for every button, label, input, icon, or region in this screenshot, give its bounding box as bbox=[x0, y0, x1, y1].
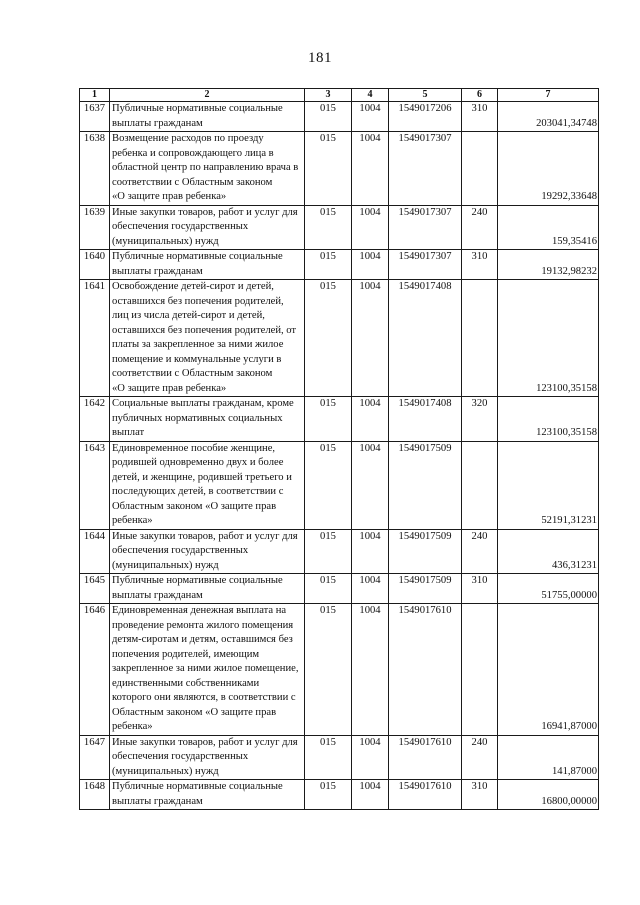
budget-table bbox=[79, 88, 599, 810]
row-description-line: выплаты гражданам bbox=[112, 589, 203, 601]
table-row bbox=[80, 250, 599, 280]
row-number: 1637 bbox=[80, 102, 110, 132]
row-description-line: Областным законом «О защите прав bbox=[112, 500, 277, 512]
row-article-code: 1549017610 bbox=[389, 604, 462, 736]
row-section-code: 1004 bbox=[352, 397, 389, 442]
table-row bbox=[80, 780, 599, 810]
row-ministry-code: 015 bbox=[305, 397, 352, 442]
row-section-code: 1004 bbox=[352, 280, 389, 397]
row-ministry-code: 015 bbox=[305, 280, 352, 397]
row-expense-type: 320 bbox=[462, 397, 498, 442]
row-number: 1641 bbox=[80, 280, 110, 397]
row-description-line: оставшихся без попечения родителей, от bbox=[112, 324, 297, 336]
row-description-line: детей, и женщине, родившей третьего и bbox=[112, 471, 292, 483]
row-description bbox=[110, 441, 305, 529]
row-sum: 141,87000 bbox=[498, 735, 599, 780]
row-number: 1644 bbox=[80, 529, 110, 574]
row-sum: 52191,31231 bbox=[498, 441, 599, 529]
row-description-line: Публичные нормативные социальные bbox=[112, 575, 283, 586]
row-description-line: Единовременное пособие женщине, bbox=[112, 442, 276, 454]
row-ministry-code: 015 bbox=[305, 780, 352, 810]
row-section-code: 1004 bbox=[352, 735, 389, 780]
table-row bbox=[80, 574, 599, 604]
row-description-line: (муниципальных) нужд bbox=[112, 559, 219, 571]
row-description bbox=[110, 205, 305, 250]
table-row bbox=[80, 205, 599, 250]
row-description-line: Областным законом «О защите прав bbox=[112, 706, 277, 718]
row-article-code: 1549017509 bbox=[389, 441, 462, 529]
row-description-line: Публичные нормативные социальные bbox=[112, 781, 283, 792]
row-description-line: ребенка» bbox=[112, 515, 153, 526]
row-article-code: 1549017408 bbox=[389, 280, 462, 397]
row-ministry-code: 015 bbox=[305, 604, 352, 736]
row-description bbox=[110, 529, 305, 574]
row-article-code: 1549017509 bbox=[389, 529, 462, 574]
row-description-line: родившей одновременно двух и более bbox=[112, 457, 284, 468]
row-number: 1639 bbox=[80, 205, 110, 250]
row-description-line: (муниципальных) нужд bbox=[112, 235, 219, 247]
row-sum: 123100,35158 bbox=[498, 397, 599, 442]
row-number: 1640 bbox=[80, 250, 110, 280]
table-row bbox=[80, 397, 599, 442]
table-body bbox=[80, 102, 599, 810]
page-number: 181 bbox=[308, 50, 332, 66]
row-description-line: выплаты гражданам bbox=[112, 117, 203, 129]
row-description-line: обеспечения государственных bbox=[112, 221, 249, 232]
row-expense-type: 310 bbox=[462, 102, 498, 132]
row-section-code: 1004 bbox=[352, 205, 389, 250]
row-sum: 16941,87000 bbox=[498, 604, 599, 736]
row-description bbox=[110, 574, 305, 604]
row-description-line: закрепленное за ними жилое помещение, bbox=[112, 663, 299, 674]
row-description-line: которого они являются, в соответствии с bbox=[112, 692, 296, 703]
row-sum: 123100,35158 bbox=[498, 280, 599, 397]
row-expense-type: 310 bbox=[462, 780, 498, 810]
row-number: 1643 bbox=[80, 441, 110, 529]
header-col-3: 3 bbox=[305, 89, 352, 102]
row-description bbox=[110, 604, 305, 736]
row-expense-type: 310 bbox=[462, 250, 498, 280]
row-ministry-code: 015 bbox=[305, 205, 352, 250]
row-ministry-code: 015 bbox=[305, 250, 352, 280]
row-description-line: «О защите прав ребенка» bbox=[112, 191, 227, 202]
row-article-code: 1549017307 bbox=[389, 250, 462, 280]
row-sum: 16800,00000 bbox=[498, 780, 599, 810]
row-description-line: областной центр по направлению врача в bbox=[112, 162, 299, 173]
table-row bbox=[80, 102, 599, 132]
row-description-line: помещение и коммунальные услуги в bbox=[112, 353, 282, 365]
header-col-7: 7 bbox=[498, 89, 599, 102]
row-section-code: 1004 bbox=[352, 102, 389, 132]
row-sum: 19132,98232 bbox=[498, 250, 599, 280]
row-ministry-code: 015 bbox=[305, 102, 352, 132]
row-expense-type bbox=[462, 441, 498, 529]
row-sum: 203041,34748 bbox=[498, 102, 599, 132]
row-description-line: Возмещение расходов по проезду bbox=[112, 133, 264, 144]
row-description bbox=[110, 780, 305, 810]
header-col-5: 5 bbox=[389, 89, 462, 102]
header-col-1: 1 bbox=[80, 89, 110, 102]
row-description bbox=[110, 250, 305, 280]
row-description-line: соответствии с Областным законом bbox=[112, 368, 273, 379]
row-section-code: 1004 bbox=[352, 780, 389, 810]
table-header-row bbox=[80, 89, 599, 102]
row-number: 1642 bbox=[80, 397, 110, 442]
row-ministry-code: 015 bbox=[305, 441, 352, 529]
row-article-code: 1549017206 bbox=[389, 102, 462, 132]
row-expense-type: 240 bbox=[462, 735, 498, 780]
row-article-code: 1549017307 bbox=[389, 205, 462, 250]
row-description-line: «О защите прав ребенка» bbox=[112, 382, 227, 394]
row-description bbox=[110, 132, 305, 206]
row-description-line: обеспечения государственных bbox=[112, 545, 249, 556]
row-description bbox=[110, 102, 305, 132]
row-description-line: Публичные нормативные социальные bbox=[112, 103, 283, 114]
row-description-line: ребенка и сопровождающего лица в bbox=[112, 147, 274, 159]
row-description-line: единственными собственниками bbox=[112, 677, 260, 689]
row-description-line: выплаты гражданам bbox=[112, 795, 203, 807]
row-section-code: 1004 bbox=[352, 604, 389, 736]
row-sum: 159,35416 bbox=[498, 205, 599, 250]
row-section-code: 1004 bbox=[352, 441, 389, 529]
row-description-line: платы за закрепленное за ними жилое bbox=[112, 339, 284, 350]
table-row bbox=[80, 529, 599, 574]
row-description-line: Единовременная денежная выплата на bbox=[112, 605, 287, 616]
row-description-line: Иные закупки товаров, работ и услуг для bbox=[112, 736, 298, 748]
row-description-line: Социальные выплаты гражданам, кроме bbox=[112, 398, 294, 409]
row-section-code: 1004 bbox=[352, 132, 389, 206]
row-description bbox=[110, 397, 305, 442]
header-col-4: 4 bbox=[352, 89, 389, 102]
header-col-6: 6 bbox=[462, 89, 498, 102]
row-description-line: попечения родителей, имеющим bbox=[112, 648, 260, 660]
row-description-line: лиц из числа детей-сирот и детей, bbox=[112, 310, 265, 321]
row-article-code: 1549017610 bbox=[389, 735, 462, 780]
row-description-line: проведение ремонта жилого помещения bbox=[112, 619, 294, 631]
row-article-code: 1549017610 bbox=[389, 780, 462, 810]
row-number: 1647 bbox=[80, 735, 110, 780]
row-description-line: Иные закупки товаров, работ и услуг для bbox=[112, 530, 298, 542]
row-section-code: 1004 bbox=[352, 574, 389, 604]
row-number: 1648 bbox=[80, 780, 110, 810]
row-description-line: выплат bbox=[112, 427, 145, 438]
row-expense-type bbox=[462, 280, 498, 397]
row-description bbox=[110, 280, 305, 397]
row-section-code: 1004 bbox=[352, 250, 389, 280]
row-description-line: ребенка» bbox=[112, 721, 153, 732]
row-article-code: 1549017408 bbox=[389, 397, 462, 442]
row-description-line: Освобождение детей-сирот и детей, bbox=[112, 281, 274, 292]
table-row bbox=[80, 132, 599, 206]
row-ministry-code: 015 bbox=[305, 735, 352, 780]
row-description-line: Публичные нормативные социальные bbox=[112, 251, 283, 262]
table-row bbox=[80, 280, 599, 397]
row-expense-type: 240 bbox=[462, 529, 498, 574]
row-description-line: (муниципальных) нужд bbox=[112, 765, 219, 777]
row-sum: 51755,00000 bbox=[498, 574, 599, 604]
row-expense-type: 310 bbox=[462, 574, 498, 604]
row-ministry-code: 015 bbox=[305, 132, 352, 206]
row-description-line: обеспечения государственных bbox=[112, 751, 249, 762]
row-expense-type bbox=[462, 132, 498, 206]
row-article-code: 1549017307 bbox=[389, 132, 462, 206]
row-expense-type bbox=[462, 604, 498, 736]
table-row bbox=[80, 441, 599, 529]
row-number: 1638 bbox=[80, 132, 110, 206]
row-sum: 19292,33648 bbox=[498, 132, 599, 206]
header-col-2: 2 bbox=[110, 89, 305, 102]
row-description-line: соответствии с Областным законом bbox=[112, 176, 273, 188]
row-article-code: 1549017509 bbox=[389, 574, 462, 604]
row-number: 1645 bbox=[80, 574, 110, 604]
row-description-line: оставшихся без попечения родителей, bbox=[112, 295, 284, 307]
table-row bbox=[80, 604, 599, 736]
row-section-code: 1004 bbox=[352, 529, 389, 574]
row-description-line: детям-сиротам и детям, оставшимся без bbox=[112, 634, 293, 645]
row-description-line: Иные закупки товаров, работ и услуг для bbox=[112, 206, 298, 218]
row-description-line: последующих детей, в соответствии с bbox=[112, 486, 284, 497]
row-description-line: выплаты гражданам bbox=[112, 265, 203, 277]
row-ministry-code: 015 bbox=[305, 529, 352, 574]
row-sum: 436,31231 bbox=[498, 529, 599, 574]
row-ministry-code: 015 bbox=[305, 574, 352, 604]
row-description-line: публичных нормативных социальных bbox=[112, 412, 283, 424]
row-description bbox=[110, 735, 305, 780]
table-row bbox=[80, 735, 599, 780]
row-expense-type: 240 bbox=[462, 205, 498, 250]
row-number: 1646 bbox=[80, 604, 110, 736]
